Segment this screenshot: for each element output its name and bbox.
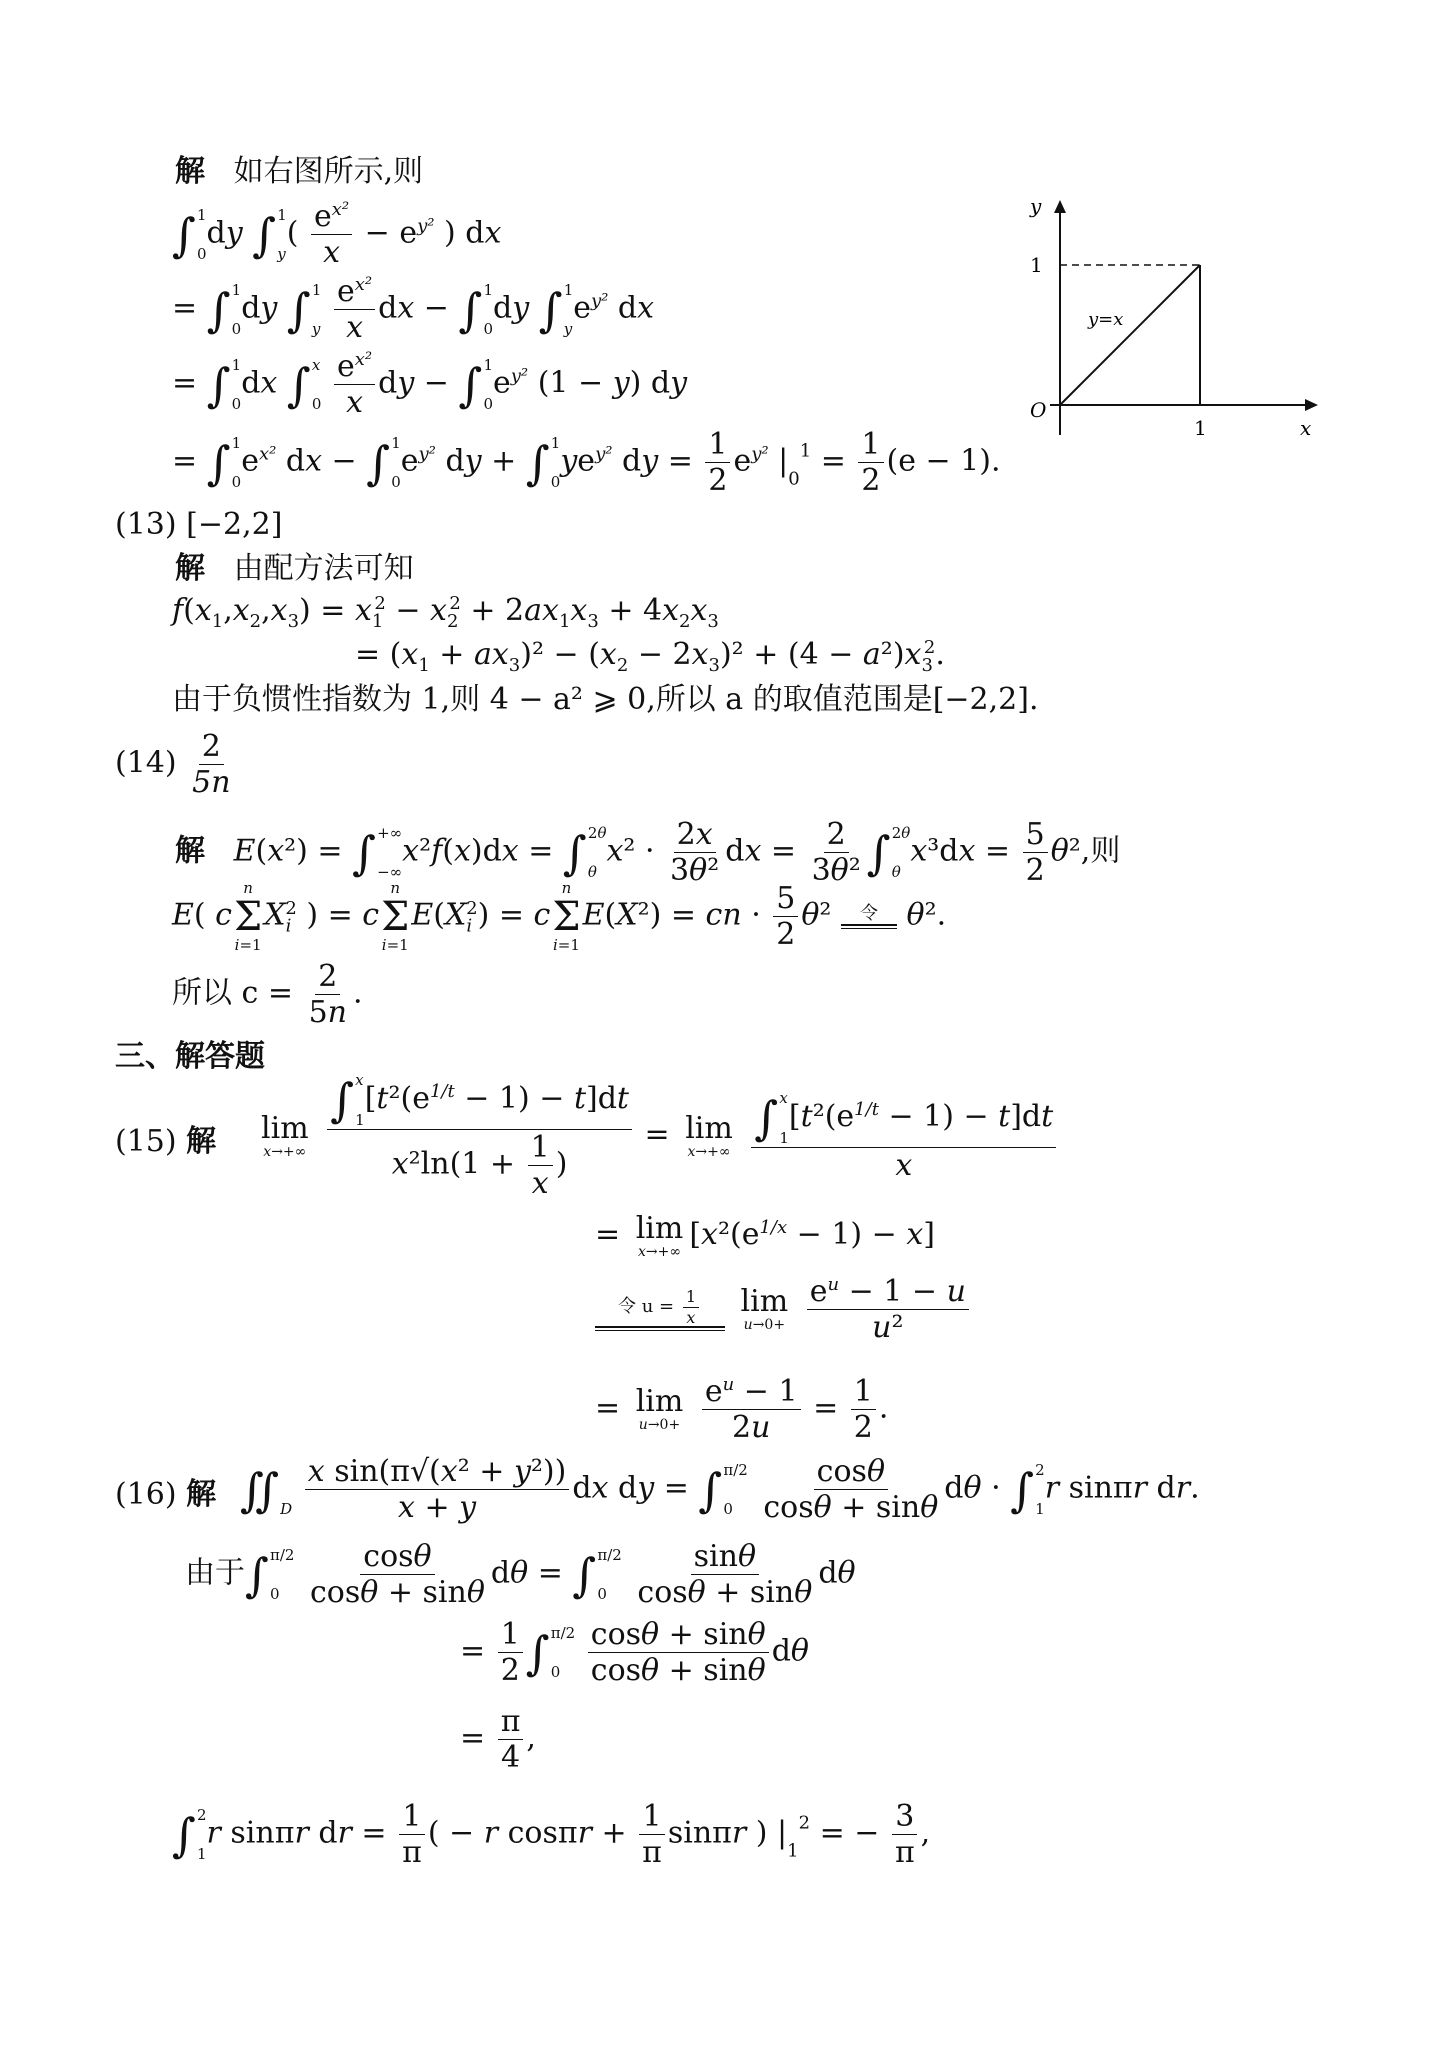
q15-formula-1: lim x→+∞ ∫ x 1 $[t^2(e^{1/t} - 1) - t]dt$ x²ln(1 + $\frac{1}{x}$ ) = lim x→+∞ ∫ x 1 $[t^2(e^{1/t} - 1) - t]dt$ x <box>255 1072 1059 1200</box>
x-axis-label: x <box>1300 416 1312 440</box>
q16-formula-3: = $\frac{1}{2}$ ∫ π/2 0 $\frac{\cos\theta + \sin\theta}{\cos\theta + \sin\theta}$ dθ <box>460 1617 809 1688</box>
section-title: 三、解答题 <box>115 1039 265 1074</box>
q14-answer-num: 2 <box>199 730 224 765</box>
q15-label: 解 <box>186 1124 217 1159</box>
integral-line-2: = ∫ 1 0 dy ∫ 1 y $\frac{e^{x^2}}{x}$ dx − ∫ 1 0 dy ∫ 1 y $e^{y^2}$ dx <box>172 274 655 345</box>
q15-formula-2: = lim x→+∞ $[x^2(e^{1/x} - 1) - x]$ <box>595 1211 935 1260</box>
q13-formula-2: = $(x_1 + ax_3)^2 - (x_2 - 2x_3)^2 + (4 - a^2)x_3^2$. <box>355 637 945 676</box>
q14-number: (14) <box>115 745 177 781</box>
q15-number: (15) <box>115 1124 177 1159</box>
line-label: y=x <box>1088 309 1124 330</box>
origin-label: O <box>1030 398 1047 422</box>
q15-formula-4: = lim u→0+ $\frac{e^u - 1}{2u}$ = $\frac{1}{2}$ . <box>595 1374 889 1445</box>
q13-formula-1: $f(x_1,x_2,x_3) = x_1^2 - x_2^2 + 2ax_1x_3 + 4x_2x_3$ <box>172 593 719 632</box>
integral-line-3: = ∫ 1 0 dx ∫ x 0 $\frac{e^{x^2}}{x}$ dy − ∫ 1 0 $e^{y^2}$ (1 − y) dy <box>172 349 688 420</box>
solution-intro-text: 如右图所示,则 <box>233 154 424 189</box>
q13-intro-text: 由配方法可知 <box>233 551 414 586</box>
q13-answer: [−2,2] <box>186 507 283 542</box>
integral-line-1: ∫ 1 0 dy ∫ 1 y ( $\frac{e^{x^2}}{x}$ − $e^{y^2}$ ) dx <box>172 199 502 270</box>
q16-label: 解 <box>186 1477 217 1512</box>
q16-formula-4: = $\frac{\pi}{4}$ , <box>460 1704 536 1775</box>
q16-header <box>115 1478 216 1511</box>
q16-formula-1: ∬ D $\frac{\text{x sin(π√(x² + y²))}}{x + y}$ dx dy = ∫ π/2 0 $\frac{\cos\theta}{\cos\theta + \sin\theta}$ dθ · ∫ 2 1 r sinπr dr. <box>240 1454 1200 1525</box>
q15-header <box>115 1125 216 1158</box>
q15-formula-3: 令 u = $\frac{1}{x}$ lim u→0+ $\frac{e^u - 1 - u}{\text{u²}}$ <box>595 1275 972 1344</box>
q14-formula-1: 解 E(x²) = ∫ +∞ −∞ x²f(x)dx = ∫ 2θ θ x² · $\frac{2x}{\text{3θ²}}$ dx = $\frac{2}{\text{3θ²}}$ ∫ 2θ θ x³dx = $\frac{5}{2}$ θ²,则 <box>175 817 1121 888</box>
y-axis-arrow <box>1054 200 1066 213</box>
q16-number: (16) <box>115 1477 177 1512</box>
q14-conclusion: 所以 c = $\frac{2}{5n}$ . <box>172 959 363 1030</box>
q14-formula-2: E( c n Σ i=1 $X_i^2$ ) = c n Σ i=1 $E(X_i^2) = c$ n Σ i=1 E(X²) = cn · $\frac{5}{2}$ θ² 令 θ². <box>172 879 947 954</box>
q16-since: 由于 <box>185 1555 245 1591</box>
line-y-eq-x <box>1060 265 1200 405</box>
integral-line-4: = ∫ 1 0 $e^{x^2}$ dx − ∫ 1 0 $e^{y^2}$ dy + ∫ 1 0 $ye^{y^2}$ dy = $\frac{1}{2}$ $e^{y^2}$ $|_0^1$ = $\frac{1}{2}$ (e − 1). <box>172 427 1001 498</box>
solution-label: 解 <box>175 154 205 189</box>
q14-header <box>115 730 237 799</box>
q13-conclusion: 由于负惯性指数为 1,则 4 − a² ⩾ 0,所以 a 的取值范围是[−2,2]. <box>172 682 1039 717</box>
q13-number: (13) <box>115 507 177 542</box>
q14-ling: 令 <box>859 903 878 925</box>
tick-y-1: 1 <box>1030 253 1043 277</box>
solution-intro <box>175 155 423 188</box>
q16-formula-2: 由于 ∫ π/2 0 $\frac{\cos\theta}{\cos\theta + \sin\theta}$ dθ = ∫ π/2 0 $\frac{\sin\theta}{\cos\theta + \sin\theta}$ dθ <box>185 1539 856 1610</box>
q14-label: 解 <box>175 833 205 869</box>
q16-formula-5: ∫ 2 1 r sinπr dr = $\frac{1}{\pi}$ ( − r cosπr + $\frac{1}{\pi}$ sinπr ) $|_1^2$ = − $\frac{3}{\pi}$ , <box>172 1799 931 1870</box>
y-axis-label: y <box>1030 195 1042 218</box>
region-graph <box>1000 195 1320 445</box>
q13-intro <box>175 552 414 585</box>
q13-header <box>115 508 282 541</box>
tick-x-1: 1 <box>1194 416 1207 440</box>
q14-conclusion-prefix: 所以 c = <box>172 975 294 1011</box>
q13-label: 解 <box>175 551 205 586</box>
x-axis-arrow <box>1305 399 1318 411</box>
q14-answer-den: 5n <box>192 765 231 800</box>
q15-sub-text: 令 u = <box>617 1296 675 1317</box>
